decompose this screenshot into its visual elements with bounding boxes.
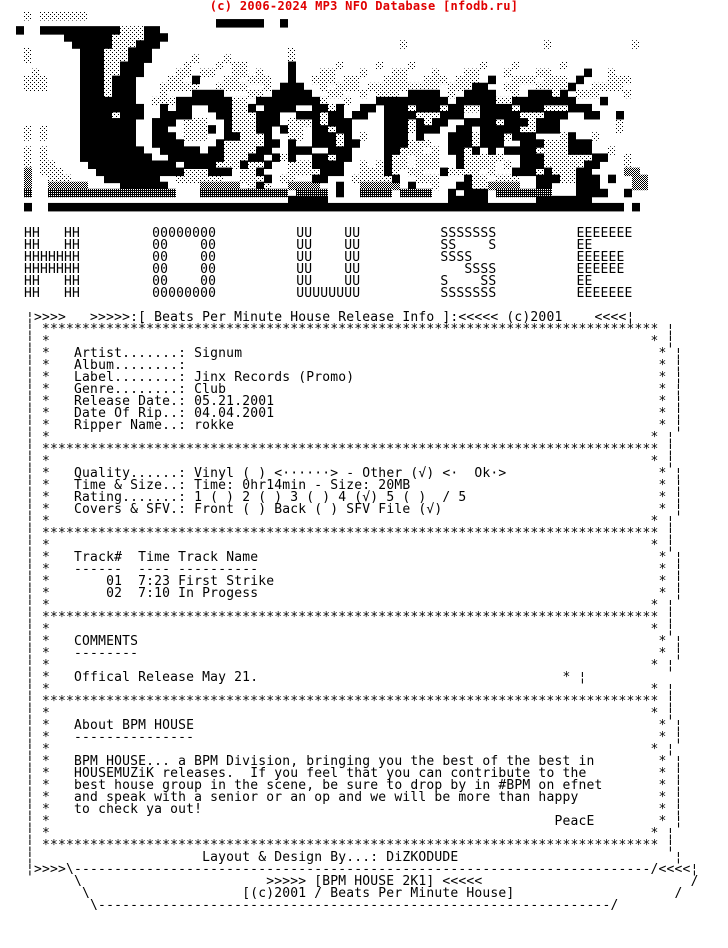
release-date-value: 05.21.2001 xyxy=(194,394,275,409)
quality-value: Vinyl ( ) <······> - Other (√) <· Ok·> xyxy=(194,466,507,481)
comments-heading: ¦ * COMMENTS * ¦ xyxy=(26,634,683,649)
ripper-value: rokke xyxy=(194,418,235,433)
team-banner-line: HH HH 00000000 UU UU SSSSSSS EEEEEEE xyxy=(24,226,633,241)
artist-value: Signum xyxy=(194,346,243,361)
border-line: ¦ * * ¦ xyxy=(26,622,675,637)
track-num: 01 xyxy=(106,574,123,589)
border-line: ¦ ***************************************************************************** ¦ xyxy=(26,838,675,853)
label-value: Jinx Records (Promo) xyxy=(194,370,355,385)
track-name: In Progess xyxy=(178,586,259,601)
tracklist-underline: ¦ * ------ ---- ---------- * ¦ xyxy=(26,562,683,577)
team-banner-line: HHHHHHH 00 00 UU UU SSSS EEEEEE xyxy=(24,262,625,277)
field-rating: ¦ * Rating.......: 1 ( ) 2 ( ) 3 ( ) 4 (√) 5 ( ) / 5 * ¦ xyxy=(26,490,683,505)
nfo-body xyxy=(24,228,633,300)
genre-value: Club xyxy=(194,382,227,397)
about-underline: ¦ * --------------- * ¦ xyxy=(26,730,683,745)
border-line: ¦ * * ¦ xyxy=(26,598,675,613)
track-name: First Strike xyxy=(178,574,275,589)
about-signoff: ¦ * PeacE * ¦ xyxy=(26,814,683,829)
about-heading: ¦ * About BPM HOUSE * ¦ xyxy=(26,718,683,733)
track-num: 02 xyxy=(106,586,123,601)
border-line: ¦ ***************************************************************************** ¦ xyxy=(26,526,675,541)
site-copyright-header: (c) 2006-2024 MP3 NFO Database [nfodb.ru] xyxy=(209,0,519,13)
border-line: ¦ * * ¦ xyxy=(26,682,675,697)
field-rip-date: ¦ * Date Of Rip..: 04.04.2001 * ¦ xyxy=(26,406,683,421)
border-line: ¦ ***************************************************************************** ¦ xyxy=(26,694,675,709)
team-banner-line: HH HH 00 00 UU UU SS S EE xyxy=(24,238,593,253)
covers-sfv-value: Front ( ) Back ( ) SFV File (√) xyxy=(194,502,443,517)
about-text-line: ¦ * BPM HOUSE... a BPM Division, bringing you the best of the best in * ¦ xyxy=(26,754,683,769)
team-banner-line: HH HH 00 00 UU UU S SS EE xyxy=(24,274,593,289)
layout-credit: Layout & Design By...: DiZKODUDE xyxy=(202,850,459,865)
border-line: ¦ * * ¦ xyxy=(26,334,675,349)
col-track-num: Track# xyxy=(74,550,123,565)
about-text-line: ¦ * HOUSEMUZiK releases. If you feel that you can contribute to the * ¦ xyxy=(26,766,683,781)
title-left-arrows: ¦>>>> >>>>>: xyxy=(26,310,139,325)
border-line: ¦ * * ¦ xyxy=(26,706,675,721)
release-info-box xyxy=(26,312,699,912)
track-time: 7:10 xyxy=(138,586,171,601)
field-label: ¦ * Label........: Jinx Records (Promo) * ¦ xyxy=(26,370,683,385)
rip-date-value: 04.04.2001 xyxy=(194,406,275,421)
credits-line: ¦ Layout & Design By...: DiZKODUDE ¦ xyxy=(26,850,683,865)
border-line: ¦ * * ¦ xyxy=(26,826,675,841)
border-line: ¦ * * ¦ xyxy=(26,742,675,757)
title-right-arrows: :<<<<< (c)2001 <<<<¦ xyxy=(450,310,635,325)
track-time: 7:23 xyxy=(138,574,171,589)
about-text-line: ¦ * to check ya out! * ¦ xyxy=(26,802,683,817)
comments-underline: ¦ * -------- * ¦ xyxy=(26,646,683,661)
team-banner-line: HH HH 00000000 UUUUUUUU SSSSSSS EEEEEEE xyxy=(24,286,633,301)
footer-frame-bottom: \----------------------------------------------------------------/ xyxy=(26,898,619,913)
field-release-date: ¦ * Release Date.: 05.21.2001 * ¦ xyxy=(26,394,683,409)
footer-line-1: \ >>>>> [BPM HOUSE 2K1] <<<<< / xyxy=(26,874,699,889)
border-line: ¦ * * ¦ xyxy=(26,430,675,445)
comments-text: ¦ * Offical Release May 21. * ¦ xyxy=(26,670,587,685)
bpm-logo-ascii-art xyxy=(0,12,728,222)
border-line: ¦ ***************************************************************************** ¦ xyxy=(26,322,675,337)
field-quality: ¦ * Quality......: Vinyl ( ) <······> - Other (√) <· Ok·> * ¦ xyxy=(26,466,683,481)
col-time: Time xyxy=(138,550,171,565)
field-time-size: ¦ * Time & Size..: Time: 0hr14min - Size: 20MB * ¦ xyxy=(26,478,683,493)
field-genre: ¦ * Genre........: Club * ¦ xyxy=(26,382,683,397)
col-track-name: Track Name xyxy=(178,550,259,565)
border-line: ¦ * * ¦ xyxy=(26,514,675,529)
track-row: ¦ * 02 7:10 In Progess * ¦ xyxy=(26,586,683,601)
about-text-line: ¦ * best house group in the scene, be sure to drop by in #BPM on efnet * ¦ xyxy=(26,778,683,793)
time-size-value: Time: 0hr14min - Size: 20MB xyxy=(194,478,411,493)
field-album: ¦ * Album........: * ¦ xyxy=(26,358,683,373)
field-covers-sfv: ¦ * Covers & SFV.: Front ( ) Back ( ) SFV File (√) * ¦ xyxy=(26,502,683,517)
tracklist-header: ¦ * Track# Time Track Name * ¦ xyxy=(26,550,683,565)
footer-frame-top: ¦>>>>\------------------------------------------------------------------------/<<<<¦ xyxy=(26,862,699,877)
border-line: ¦ * * ¦ xyxy=(26,454,675,469)
title-text: [ Beats Per Minute House Release Info ] xyxy=(138,310,451,325)
team-banner-line: HHHHHHH 00 00 UU UU SSSS EEEEEE xyxy=(24,250,625,265)
border-line: ¦ ***************************************************************************** ¦ xyxy=(26,610,675,625)
field-ripper: ¦ * Ripper Name..: rokke * ¦ xyxy=(26,418,683,433)
border-line: ¦ * * ¦ xyxy=(26,538,675,553)
field-artist: ¦ * Artist.......: Signum * ¦ xyxy=(26,346,683,361)
border-line: ¦ * * ¦ xyxy=(26,658,675,673)
track-row: ¦ * 01 7:23 First Strike * ¦ xyxy=(26,574,683,589)
rating-value: 1 ( ) 2 ( ) 3 ( ) 4 (√) 5 ( ) / 5 xyxy=(194,490,467,505)
border-line: ¦ ***************************************************************************** ¦ xyxy=(26,442,675,457)
footer-line-2: \ [(c)2001 / Beats Per Minute House] / xyxy=(26,886,683,901)
about-text-line: ¦ * and speak with a senior or an op and we will be more than happy * ¦ xyxy=(26,790,683,805)
